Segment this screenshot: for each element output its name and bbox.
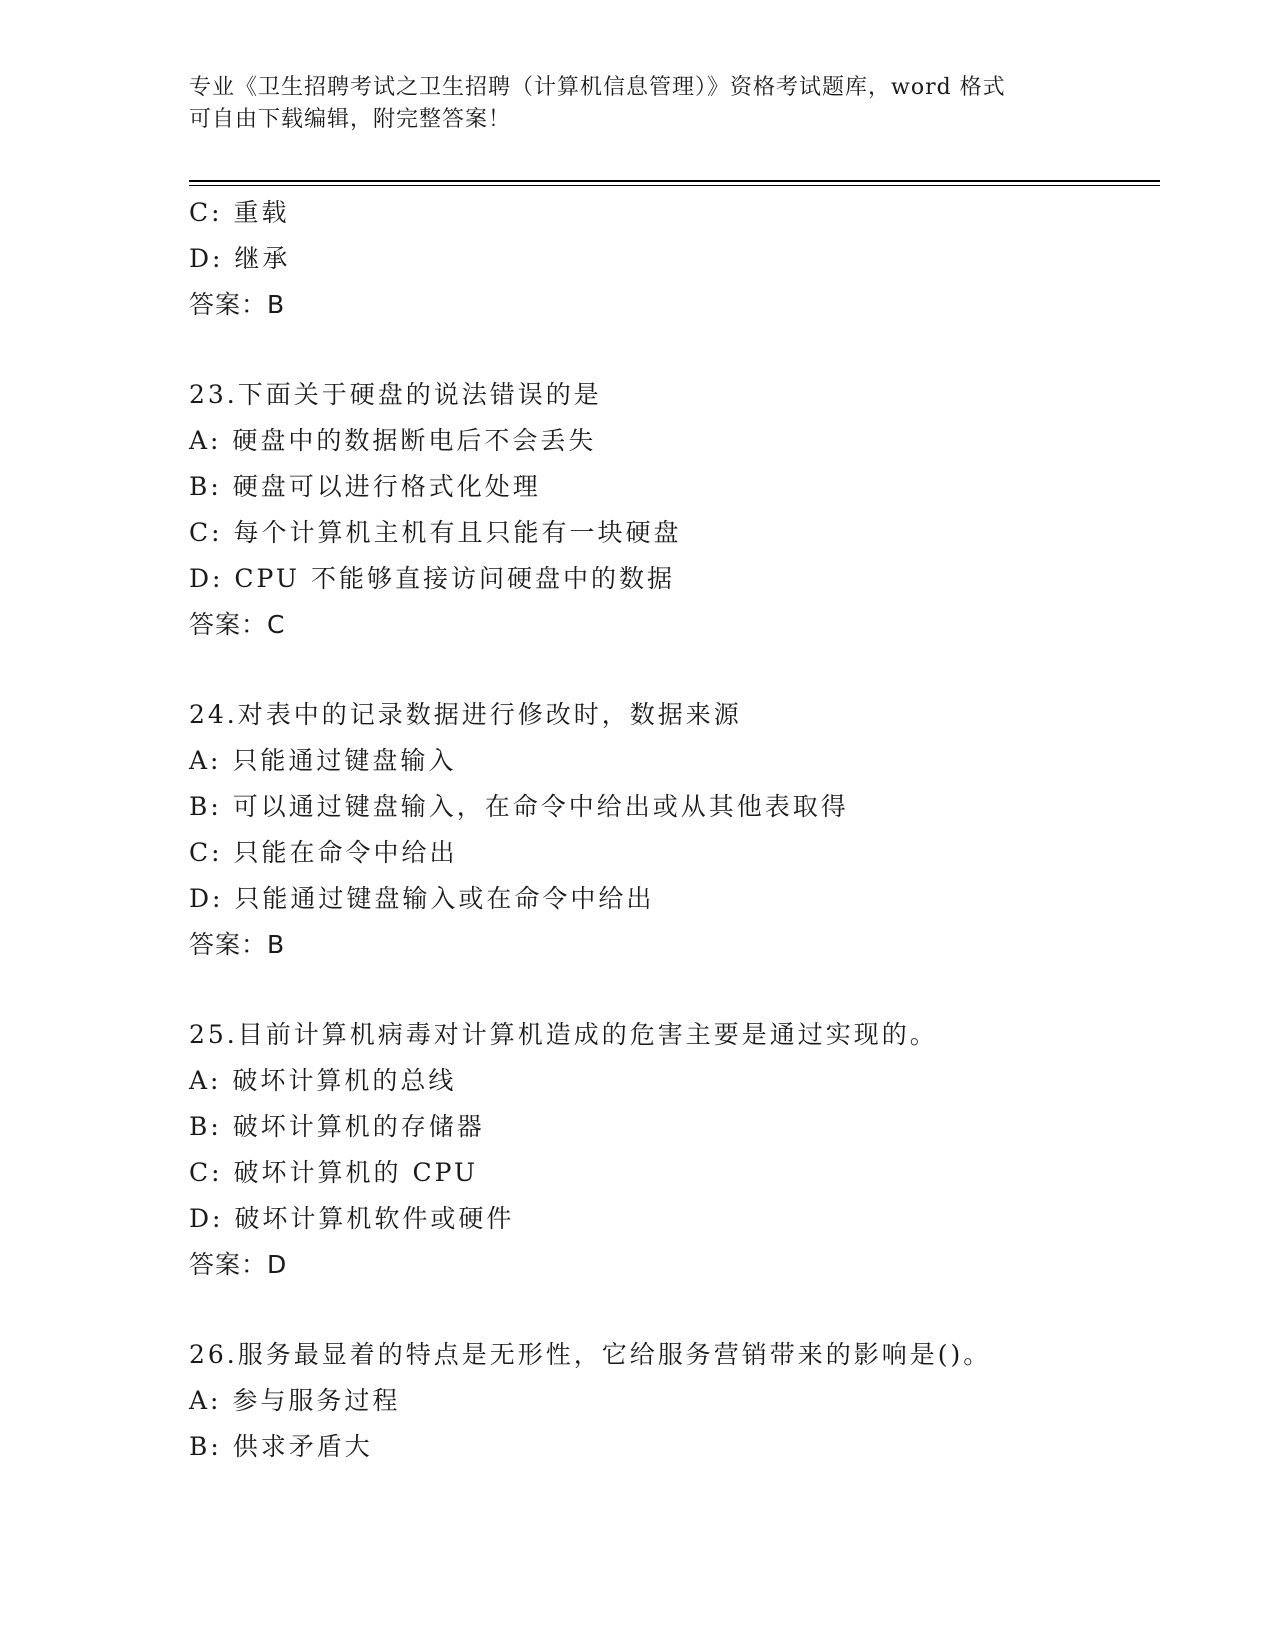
option-d: D: 继承 (189, 244, 291, 273)
option-c: C: 重载 (189, 198, 290, 227)
question-text: 26.服务最显着的特点是无形性，它给服务营销带来的影响是()。 (189, 1340, 992, 1369)
option-c: C: 每个计算机主机有且只能有一块硬盘 (189, 518, 682, 547)
question-block-23 (189, 372, 1160, 648)
question-block-25 (189, 1012, 1160, 1288)
option-c: C: 破坏计算机的 CPU (189, 1158, 479, 1187)
option-a: A: 破坏计算机的总线 (189, 1066, 457, 1095)
answer-line: 答案：D (189, 1250, 288, 1279)
question-block-26 (189, 1332, 1160, 1470)
header-divider-thin (189, 185, 1160, 186)
header-line-2: 可自由下载编辑，附完整答案！ (189, 107, 512, 132)
document-header (189, 72, 1089, 136)
option-d: D: CPU 不能够直接访问硬盘中的数据 (189, 564, 675, 593)
answer-line: 答案：B (189, 930, 286, 959)
question-list (189, 190, 1160, 1470)
option-a: A: 硬盘中的数据断电后不会丢失 (189, 426, 597, 455)
question-text: 24.对表中的记录数据进行修改时，数据来源 (189, 700, 742, 729)
option-d: D: 破坏计算机软件或硬件 (189, 1204, 515, 1233)
option-c: C: 只能在命令中给出 (189, 838, 458, 867)
option-b: B: 供求矛盾大 (189, 1432, 373, 1461)
answer-line: 答案：C (189, 610, 286, 639)
option-b: B: 硬盘可以进行格式化处理 (189, 472, 541, 501)
option-a: A: 只能通过键盘输入 (189, 746, 457, 775)
option-b: B: 破坏计算机的存储器 (189, 1112, 485, 1141)
question-block-22 (189, 190, 1160, 328)
header-divider-thick (189, 180, 1160, 182)
header-line-1: 专业《卫生招聘考试之卫生招聘（计算机信息管理）》资格考试题库，word 格式 (189, 75, 1006, 100)
option-a: A: 参与服务过程 (189, 1386, 401, 1415)
question-text: 23.下面关于硬盘的说法错误的是 (189, 380, 602, 409)
option-d: D: 只能通过键盘输入或在命令中给出 (189, 884, 655, 913)
option-b: B: 可以通过键盘输入，在命令中给出或从其他表取得 (189, 792, 849, 821)
question-block-24 (189, 692, 1160, 968)
question-text: 25.目前计算机病毒对计算机造成的危害主要是通过实现的。 (189, 1020, 938, 1049)
answer-line: 答案：B (189, 290, 286, 319)
